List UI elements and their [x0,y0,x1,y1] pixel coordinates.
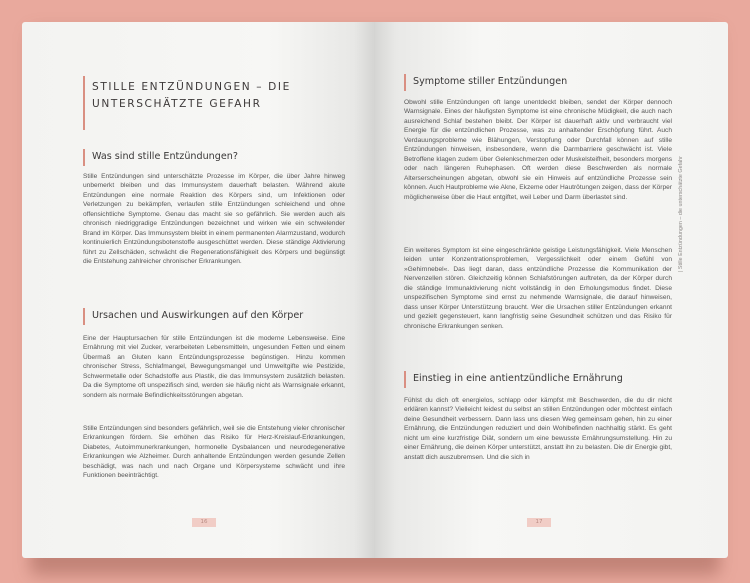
page-number: 17 [527,518,551,527]
section-heading-symptoms: Symptome stiller Entzündungen [413,76,568,87]
right-page [375,22,728,558]
left-page [22,22,375,558]
paragraph-symptoms-1: Obwohl stille Entzündungen oft lange unentdeckt bleiben, sendet der Körper dennoch Warnsignale. Eines der häufigsten Symptome ist eine chronische Müdigkeit, die auch nach ausreichend Schlaf bestehen bleibt. Der Körper ist dauerhaft aktiv und verbraucht viel Energie für die entzündlichen Prozesse, was zu anhaltender Erschöpfung führt. Auch Verdauungsprobleme wie Blähungen, Verstopfung oder Durchfall können auf stille Entzündungen hinweisen, insbesondere, wenn die Darmbarriere geschwächt ist. Viele Betroffene klagen zudem über Gelenkschmerzen oder Muskelsteifheit, besonders morgens oder nach längeren Ruhephasen. Oft werden diese Beschwerden als normale Alterserscheinungen abgetan, obwohl sie ein Hinweis auf entzündliche Prozesse sein können. Auch Hautprobleme wie Akne, Ekzeme oder Hautrötungen zeigen, dass der Körper möglicherweise über die Haut entgiftet, weil Leber und Darm überlastet sind. [404,99,672,201]
section-heading-diet: Einstieg in eine antientzündliche Ernährung [413,373,623,384]
section-heading-accent-bar [83,308,85,325]
paragraph-causes-2: Stille Entzündungen sind besonders gefährlich, weil sie die Entstehung vieler chronischer Erkrankungen fördern. Sie erhöhen das Risiko für Herz-Kreislauf-Erkrankungen, Diabetes, Autoimmunerkrankungen, hormonelle Dysbalancen und neurodegenerative Erkrankungen wie Alzheimer. Durch anhaltende Entzündungen werden gesunde Zellen beschädigt, was nach und nach Organe und Körpersysteme schwächt und ihre Funktionen beeinträchtigt. [83,425,345,480]
page-number: 16 [192,518,216,527]
paragraph-what-are: Stille Entzündungen sind unterschätzte Prozesse im Körper, die über Jahre hinweg unbemerkt bleiben und das Immunsystem dauerhaft belasten. Während akute Entzündungen eine normale Reaktion des Körpers sind, um Infektionen oder Verletzungen zu bekämpfen, verlaufen stille Entzündungen schleichend und ohne offensichtliche Symptome. Genau das macht sie so gefährlich. Sie werden auch als chronisch niedriggradige Entzündungen bezeichnet und wirken wie ein schwelender Brand im Körper. Das Immunsystem bleibt in einem permanenten Alarmzustand, wodurch kontinuierlich Entzündungsbotenstoffe ausgeschüttet werden. Diese ständige Aktivierung führt zu Zellschäden, schwächt die Regenerationsfähigkeit des Körpers und begünstigt die Entstehung zahlreicher chronischer Erkrankungen. [83,173,345,266]
section-heading-what-are: Was sind stille Entzündungen? [92,151,238,162]
section-heading-accent-bar [404,74,406,91]
chapter-title-accent-bar [83,76,85,130]
running-header-text: Stille Entzündungen – die unterschätzte Gefahr [678,156,684,270]
section-heading-causes: Ursachen und Auswirkungen auf den Körper [92,310,304,321]
section-heading-accent-bar [404,371,406,388]
paragraph-diet: Fühlst du dich oft energielos, schlapp oder kämpfst mit Beschwerden, die du dir nicht erklären kannst? Vielleicht leidest du selbst an stillen Entzündungen oder möchtest einfach deine Gesundheit verbessern. Dann lass uns diesen Weg gemeinsam gehen, hin zu einer Ernährung, die Entzündungen reduziert und dein Wohlbefinden nachhaltig stärkt. Es geht nicht um eine kurzfristige Diät, sondern um eine bewusste Ernährungsumstellung. Hin zu einer Ernährung, die deinen Körper unterstützt, anstatt ihn zu belasten. Die dir Energie gibt, anstatt dich auszubremsen. Und die sich in [404,397,672,461]
paragraph-symptoms-2: Ein weiteres Symptom ist eine eingeschränkte geistige Leistungsfähigkeit. Viele Menschen leiden unter Konzentrationsproblemen, Vergesslichkeit oder einem Gefühl von »Gehirnnebel«. Das liegt daran, dass entzündliche Prozesse die Kommunikation der Nervenzellen stören. Gleichzeitig können Schlafstörungen auftreten, da der Körper durch die ständige Immunaktivierung nicht vollständig in den Erholungsmodus findet. Diese unspezifischen Symptome sind ernst zu nehmende Warnsignale, die darauf hinweisen, dass unser Körper Unterstützung braucht. Wer die Ursachen stiller Entzündungen erkannt und gezielt gegensteuert, kann langfristig seine Gesundheit schützen und das Risiko für chronische Erkrankungen senken. [404,247,672,330]
running-header: | Stille Entzündungen – die unterschätzte Gefahr [678,156,684,272]
section-heading-accent-bar [83,149,85,166]
chapter-title: STILLE ENTZÜNDUNGEN – DIE UNTERSCHÄTZTE GEFAHR [92,81,291,110]
paragraph-causes-1: Eine der Hauptursachen für stille Entzündungen ist die moderne Lebensweise. Eine Ernährung mit viel Zucker, verarbeiteten Lebensmitteln, ungesunden Fetten und einem Übermaß an Gluten kann Entzündungsprozesse begünstigen. Hinzu kommen chronischer Stress, Schlafmangel, Bewegungsmangel und Umweltgifte wie Pestizide, Schwermetalle oder Schadstoffe aus Plastik, die das Immunsystem zusätzlich belasten. Da die Symptome oft unspezifisch sind, werden sie häufig nicht als Warnsignale erkannt, sondern als normale Befindlichkeitsstörungen abgetan. [83,335,345,399]
